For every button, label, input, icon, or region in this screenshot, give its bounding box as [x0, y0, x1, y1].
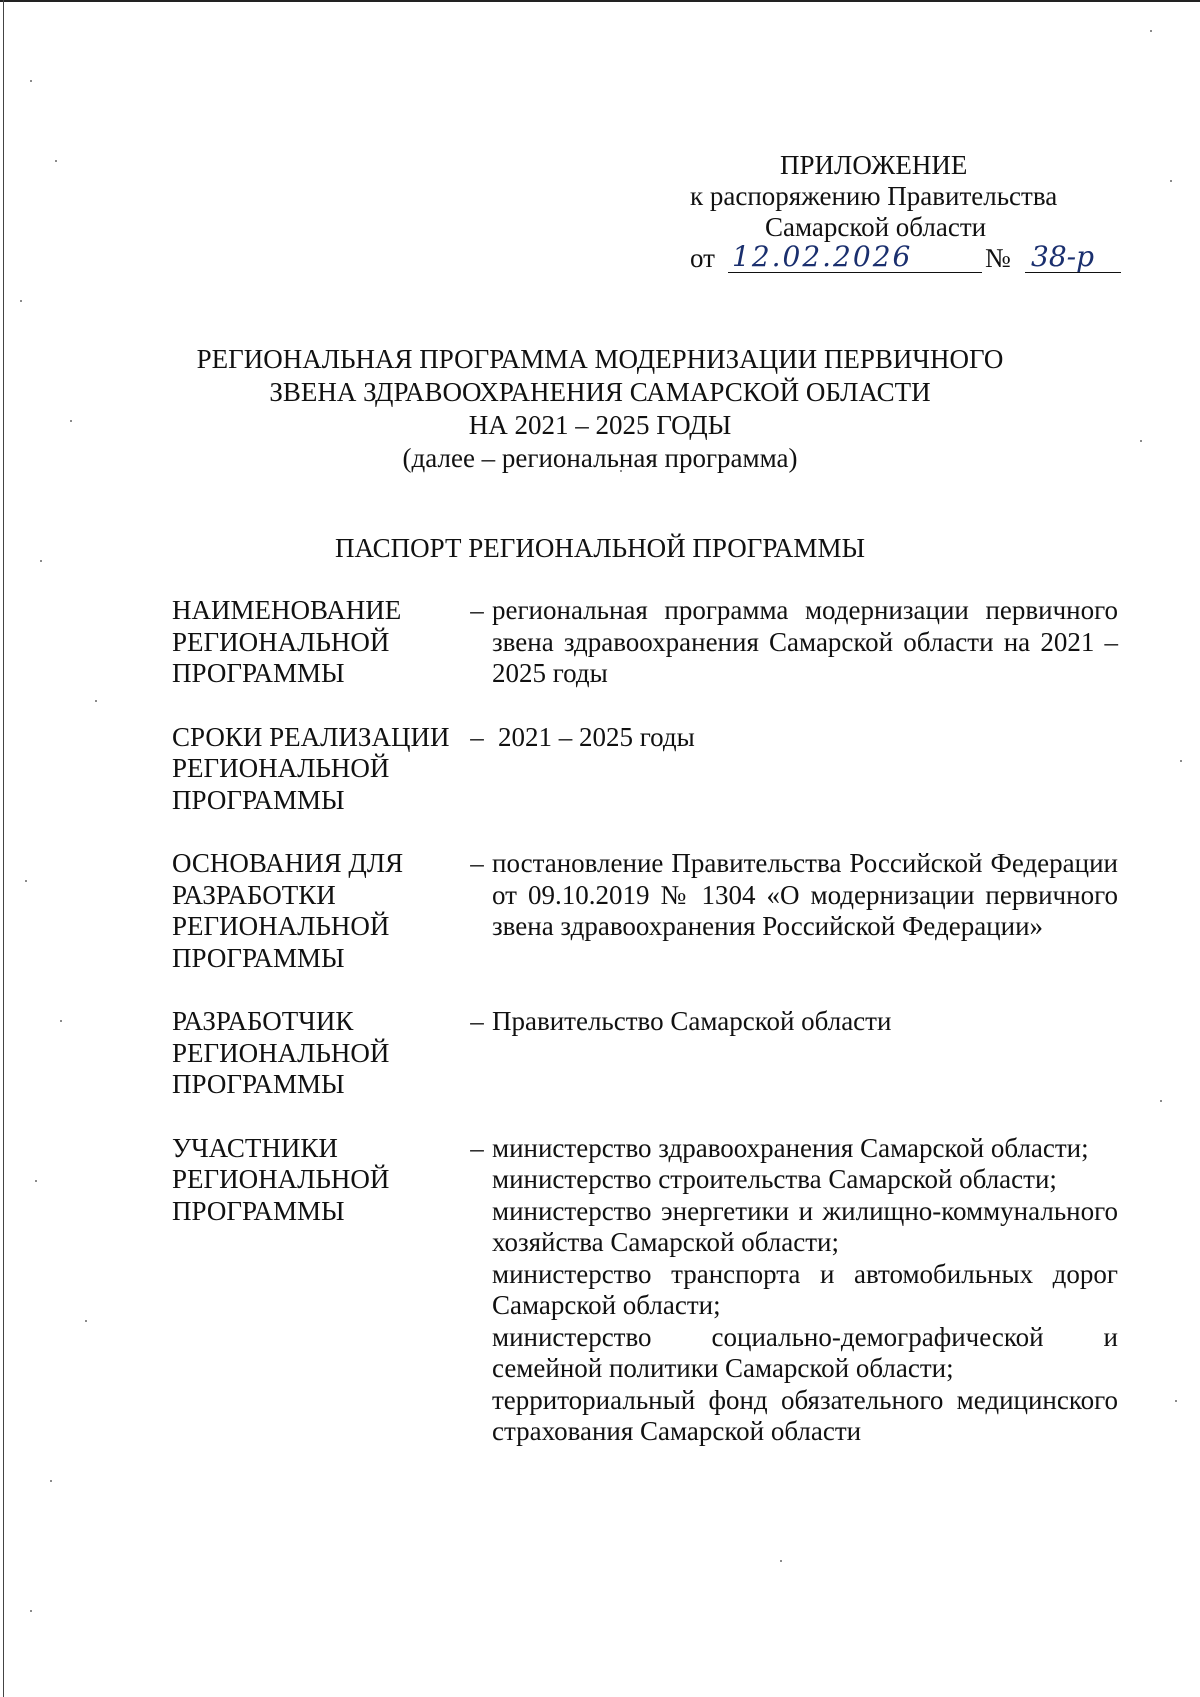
appendix-title: ПРИЛОЖЕНИЕ [780, 150, 968, 180]
appendix-region: Самарской области [765, 212, 987, 242]
passport-row-participants [172, 1133, 1118, 1448]
row-value [492, 1133, 1118, 1448]
row-label [172, 848, 462, 974]
label-line: ПРОГРАММЫ [172, 784, 345, 815]
value-paragraph: 2021 – 2025 годы [498, 721, 695, 752]
row-label [172, 1133, 462, 1448]
label-line: РЕГИОНАЛЬНОЙ [172, 911, 390, 941]
row-value [492, 1006, 1118, 1101]
date-prefix: от [690, 243, 715, 273]
label-line: ПРОГРАММЫ [172, 658, 345, 688]
value-paragraph: министерство социально-демографической и семейной политики Самарской области; [492, 1321, 1118, 1383]
program-title [0, 343, 1200, 475]
label-line: РАЗРАБОТЧИК [172, 1006, 354, 1036]
handwritten-number: 38-р [1025, 241, 1121, 273]
label-line: РЕГИОНАЛЬНОЙ [172, 1037, 390, 1068]
appendix-to: к распоряжению Правительства [690, 181, 1058, 211]
number-sign: № [985, 243, 1011, 273]
passport-row-basis [172, 848, 1118, 974]
appendix-date-line [640, 240, 1100, 277]
program-title-line-3: НА 2021 – 2025 ГОДЫ [468, 410, 732, 440]
row-dash: – [470, 1006, 484, 1036]
value-paragraph: Правительство Самарской области [492, 1006, 892, 1036]
value-paragraph: региональная программа модернизации первичного звена здравоохранения Самарской области на 2021 – 2025 годы [492, 595, 1118, 688]
row-value [492, 848, 1118, 974]
passport-heading: ПАСПОРТ РЕГИОНАЛЬНОЙ ПРОГРАММЫ [335, 533, 865, 563]
row-dash: – [470, 595, 484, 625]
label-line: ПРОГРАММЫ [172, 1195, 345, 1226]
passport-row-developer [172, 1006, 1118, 1101]
row-value [492, 595, 1118, 690]
label-line: ОСНОВАНИЯ ДЛЯ [172, 848, 404, 878]
value-paragraph: министерство строительства Самарской области; [492, 1164, 1057, 1194]
passport-table [172, 595, 1118, 1480]
label-line: РАЗРАБОТКИ [172, 879, 336, 910]
passport-row-name [172, 595, 1118, 690]
label-line: НАИМЕНОВАНИЕ [172, 595, 402, 625]
value-paragraph: министерство транспорта и автомобильных дорог Самарской области; [492, 1258, 1118, 1320]
appendix-block [640, 150, 1100, 277]
program-title-line-1: РЕГИОНАЛЬНАЯ ПРОГРАММА МОДЕРНИЗАЦИИ ПЕРВИЧНОГО [196, 344, 1004, 374]
row-value [492, 722, 1118, 817]
page-top-border [0, 0, 1200, 2]
page-left-border [3, 0, 4, 1697]
row-label [172, 595, 462, 690]
program-title-line-4: (далее – региональная программа) [402, 443, 798, 473]
label-line: РЕГИОНАЛЬНОЙ [172, 626, 390, 657]
label-line: УЧАСТНИКИ [172, 1132, 338, 1163]
value-paragraph: министерство энергетики и жилищно-коммунального хозяйства Самарской области; [492, 1195, 1118, 1257]
value-paragraph: постановление Правительства Российской Федерации от 09.10.2019 № 1304 «О модернизации первичного звена здравоохранения Российской Федерации» [492, 848, 1118, 941]
label-line: РЕГИОНАЛЬНОЙ [172, 753, 390, 783]
row-dash: – [470, 1132, 484, 1163]
label-line: РЕГИОНАЛЬНОЙ [172, 1164, 390, 1194]
row-dash: – [470, 721, 484, 752]
handwritten-date: 12.02.2026 [728, 241, 982, 273]
label-line: ПРОГРАММЫ [172, 942, 345, 973]
program-title-line-2: ЗВЕНА ЗДРАВООХРАНЕНИЯ САМАРСКОЙ ОБЛАСТИ [269, 377, 931, 407]
label-line: СРОКИ РЕАЛИЗАЦИИ [172, 721, 450, 752]
value-paragraph: министерство здравоохранения Самарской области; [492, 1132, 1089, 1163]
row-label [172, 722, 462, 817]
row-dash: – [470, 848, 484, 878]
passport-row-period [172, 722, 1118, 817]
label-line: ПРОГРАММЫ [172, 1069, 345, 1099]
row-label [172, 1006, 462, 1101]
value-paragraph: территориальный фонд обязательного медицинского страхования Самарской области [492, 1384, 1118, 1446]
